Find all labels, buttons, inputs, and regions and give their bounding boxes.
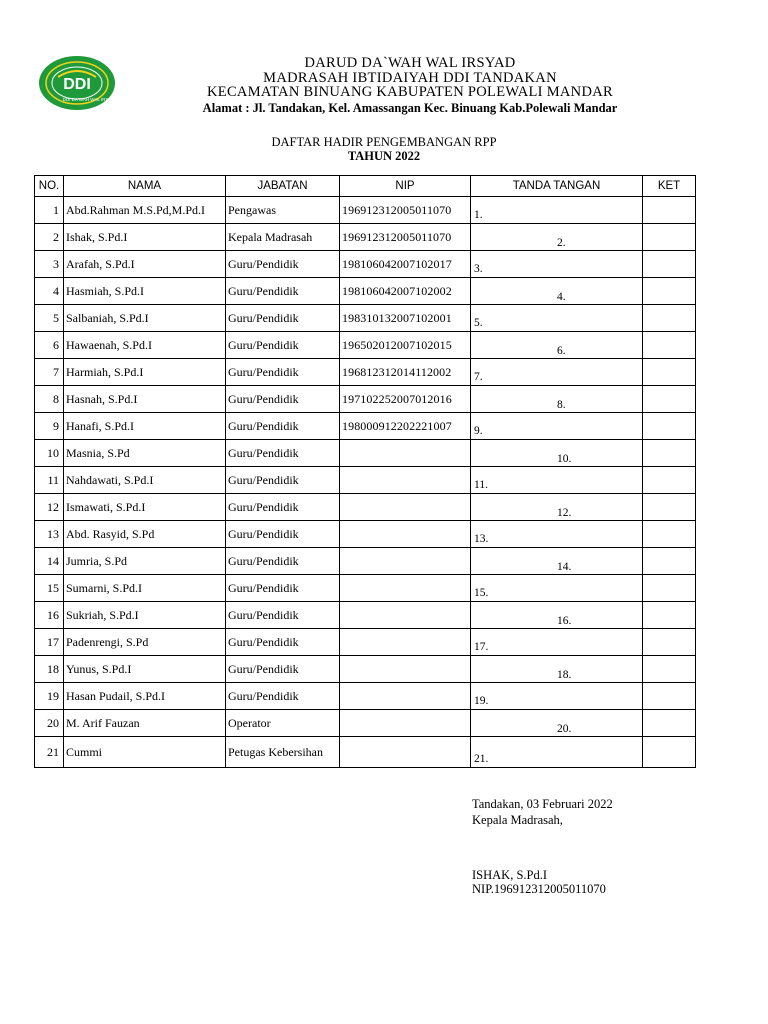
row-signature-cell <box>471 440 643 467</box>
table-row <box>35 440 696 467</box>
row-signature-number: 12. <box>557 507 572 519</box>
row-jabatan: Guru/Pendidik <box>226 332 340 359</box>
row-nama: Harmiah, S.Pd.I <box>64 359 226 386</box>
row-nip <box>340 737 471 768</box>
table-row <box>35 521 696 548</box>
row-ket <box>643 224 696 251</box>
table-row <box>35 710 696 737</box>
col-header-nama: NAMA <box>64 176 226 197</box>
col-header-jabatan: JABATAN <box>226 176 340 197</box>
row-ket <box>643 710 696 737</box>
row-no: 13 <box>35 521 64 548</box>
row-signature-number: 17. <box>474 641 489 653</box>
row-nama: Abd.Rahman M.S.Pd,M.Pd.I <box>64 197 226 224</box>
row-nip: 196912312005011070 <box>340 197 471 224</box>
row-signature-number: 7. <box>474 371 483 383</box>
table-row <box>35 359 696 386</box>
row-ket <box>643 440 696 467</box>
row-signature-number: 16. <box>557 615 572 627</box>
row-nip <box>340 602 471 629</box>
row-nip <box>340 629 471 656</box>
row-nama: Salbaniah, S.Pd.I <box>64 305 226 332</box>
school-address: Alamat : Jl. Tandakan, Kel. Amassangan Kec. Binuang Kab.Polewali Mandar <box>202 101 618 115</box>
row-nip <box>340 440 471 467</box>
row-jabatan: Guru/Pendidik <box>226 305 340 332</box>
table-row <box>35 305 696 332</box>
row-signature-number: 18. <box>557 669 572 681</box>
row-signature-number: 2. <box>557 237 566 249</box>
row-nip <box>340 683 471 710</box>
row-no: 1 <box>35 197 64 224</box>
row-ket <box>643 656 696 683</box>
row-signature-cell <box>471 332 643 359</box>
row-signature-number: 3. <box>474 263 483 275</box>
table-row <box>35 683 696 710</box>
row-jabatan: Guru/Pendidik <box>226 278 340 305</box>
row-signature-cell <box>471 737 643 768</box>
row-signature-number: 10. <box>557 453 572 465</box>
row-jabatan: Guru/Pendidik <box>226 575 340 602</box>
row-signature-number: 14. <box>557 561 572 573</box>
row-ket <box>643 602 696 629</box>
row-signature-number: 15. <box>474 587 489 599</box>
document-year: TAHUN 2022 <box>347 149 421 163</box>
row-jabatan: Guru/Pendidik <box>226 521 340 548</box>
table-row <box>35 737 696 768</box>
row-nip <box>340 548 471 575</box>
row-nip: 198106042007102002 <box>340 278 471 305</box>
row-signature-cell <box>471 521 643 548</box>
row-nama: Hawaenah, S.Pd.I <box>64 332 226 359</box>
row-no: 19 <box>35 683 64 710</box>
row-ket <box>643 521 696 548</box>
row-signature-cell <box>471 413 643 440</box>
row-nip: 198000912202221007 <box>340 413 471 440</box>
row-nama: M. Arif Fauzan <box>64 710 226 737</box>
row-signature-number: 13. <box>474 533 489 545</box>
signer-name: ISHAK, S.Pd.I <box>472 868 548 882</box>
row-nip <box>340 656 471 683</box>
table-row <box>35 413 696 440</box>
row-signature-number: 8. <box>557 399 566 411</box>
table-row <box>35 575 696 602</box>
row-signature-cell <box>471 305 643 332</box>
row-no: 11 <box>35 467 64 494</box>
row-nama: Hasmiah, S.Pd.I <box>64 278 226 305</box>
row-nip <box>340 575 471 602</box>
signer-role: Kepala Madrasah, <box>472 813 563 827</box>
logo-ring-text: DDI DA'WAH WAL IRSYAD <box>62 97 116 102</box>
row-jabatan: Kepala Madrasah <box>226 224 340 251</box>
row-jabatan: Guru/Pendidik <box>226 359 340 386</box>
row-nama: Sukriah, S.Pd.I <box>64 602 226 629</box>
row-nama: Hasnah, S.Pd.I <box>64 386 226 413</box>
row-ket <box>643 575 696 602</box>
row-ket <box>643 305 696 332</box>
row-signature-cell <box>471 683 643 710</box>
row-jabatan: Guru/Pendidik <box>226 413 340 440</box>
row-jabatan: Petugas Kebersihan <box>226 737 340 768</box>
row-signature-number: 11. <box>474 479 488 491</box>
col-header-tanda-tangan: TANDA TANGAN <box>471 176 643 197</box>
row-nip: 196912312005011070 <box>340 224 471 251</box>
row-no: 15 <box>35 575 64 602</box>
row-signature-cell <box>471 251 643 278</box>
row-signature-number: 9. <box>474 425 483 437</box>
row-signature-number: 1. <box>474 209 483 221</box>
row-nama: Padenrengi, S.Pd <box>64 629 226 656</box>
row-jabatan: Operator <box>226 710 340 737</box>
row-nama: Ismawati, S.Pd.I <box>64 494 226 521</box>
row-ket <box>643 197 696 224</box>
row-ket <box>643 467 696 494</box>
row-nip: 197102252007012016 <box>340 386 471 413</box>
col-header-ket: KET <box>643 176 696 197</box>
row-no: 3 <box>35 251 64 278</box>
row-jabatan: Guru/Pendidik <box>226 494 340 521</box>
row-no: 6 <box>35 332 64 359</box>
attendance-table <box>34 175 696 768</box>
col-header-no: NO. <box>35 176 64 197</box>
row-no: 7 <box>35 359 64 386</box>
table-row <box>35 494 696 521</box>
table-row <box>35 467 696 494</box>
row-ket <box>643 629 696 656</box>
row-no: 8 <box>35 386 64 413</box>
row-jabatan: Guru/Pendidik <box>226 656 340 683</box>
row-nama: Ishak, S.Pd.I <box>64 224 226 251</box>
row-nip: 196502012007102015 <box>340 332 471 359</box>
row-no: 10 <box>35 440 64 467</box>
row-nip <box>340 521 471 548</box>
row-nama: Arafah, S.Pd.I <box>64 251 226 278</box>
row-signature-number: 5. <box>474 317 483 329</box>
row-signature-number: 21. <box>474 753 489 765</box>
col-header-nip: NIP <box>340 176 471 197</box>
row-jabatan: Guru/Pendidik <box>226 386 340 413</box>
table-row <box>35 197 696 224</box>
row-signature-cell <box>471 629 643 656</box>
row-ket <box>643 413 696 440</box>
row-ket <box>643 737 696 768</box>
row-nama: Sumarni, S.Pd.I <box>64 575 226 602</box>
row-nama: Yunus, S.Pd.I <box>64 656 226 683</box>
table-row <box>35 386 696 413</box>
row-signature-cell <box>471 494 643 521</box>
row-signature-cell <box>471 278 643 305</box>
school-name: MADRASAH IBTIDAIYAH DDI TANDAKAN <box>263 70 557 86</box>
row-no: 2 <box>35 224 64 251</box>
row-signature-cell <box>471 359 643 386</box>
org-name: DARUD DA`WAH WAL IRSYAD <box>304 55 516 71</box>
row-signature-cell <box>471 224 643 251</box>
row-jabatan: Guru/Pendidik <box>226 683 340 710</box>
row-no: 21 <box>35 737 64 768</box>
table-row <box>35 332 696 359</box>
row-signature-cell <box>471 602 643 629</box>
table-row <box>35 548 696 575</box>
signing-place-date: Tandakan, 03 Februari 2022 <box>472 797 613 811</box>
row-no: 16 <box>35 602 64 629</box>
row-nama: Hanafi, S.Pd.I <box>64 413 226 440</box>
row-ket <box>643 494 696 521</box>
row-no: 5 <box>35 305 64 332</box>
row-jabatan: Guru/Pendidik <box>226 440 340 467</box>
row-signature-cell <box>471 575 643 602</box>
row-no: 4 <box>35 278 64 305</box>
row-nip: 198310132007102001 <box>340 305 471 332</box>
row-nama: Cummi <box>64 737 226 768</box>
school-logo <box>38 55 116 111</box>
row-ket <box>643 359 696 386</box>
row-nama: Jumria, S.Pd <box>64 548 226 575</box>
row-jabatan: Guru/Pendidik <box>226 467 340 494</box>
document-title: DAFTAR HADIR PENGEMBANGAN RPP <box>271 135 497 149</box>
row-no: 9 <box>35 413 64 440</box>
signer-nip: NIP.196912312005011070 <box>472 882 606 896</box>
row-signature-cell <box>471 467 643 494</box>
district-name: KECAMATAN BINUANG KABUPATEN POLEWALI MANDAR <box>207 84 613 100</box>
row-no: 20 <box>35 710 64 737</box>
table-row <box>35 224 696 251</box>
row-no: 12 <box>35 494 64 521</box>
row-signature-cell <box>471 710 643 737</box>
row-jabatan: Guru/Pendidik <box>226 548 340 575</box>
row-ket <box>643 386 696 413</box>
row-ket <box>643 278 696 305</box>
table-row <box>35 602 696 629</box>
row-no: 18 <box>35 656 64 683</box>
logo-text: DDI <box>63 76 91 93</box>
row-ket <box>643 251 696 278</box>
row-signature-cell <box>471 548 643 575</box>
row-nama: Abd. Rasyid, S.Pd <box>64 521 226 548</box>
table-header-row <box>35 176 696 197</box>
row-nip <box>340 710 471 737</box>
row-nip <box>340 467 471 494</box>
table-row <box>35 656 696 683</box>
row-signature-number: 20. <box>557 723 572 735</box>
row-nama: Hasan Pudail, S.Pd.I <box>64 683 226 710</box>
table-row <box>35 251 696 278</box>
row-nip: 198106042007102017 <box>340 251 471 278</box>
row-ket <box>643 683 696 710</box>
row-ket <box>643 332 696 359</box>
row-ket <box>643 548 696 575</box>
row-signature-number: 4. <box>557 291 566 303</box>
row-signature-number: 19. <box>474 695 489 707</box>
row-nip: 196812312014112002 <box>340 359 471 386</box>
row-jabatan: Guru/Pendidik <box>226 602 340 629</box>
row-signature-number: 6. <box>557 345 566 357</box>
row-signature-cell <box>471 386 643 413</box>
table-row <box>35 629 696 656</box>
row-jabatan: Pengawas <box>226 197 340 224</box>
row-no: 14 <box>35 548 64 575</box>
row-signature-cell <box>471 656 643 683</box>
row-nama: Nahdawati, S.Pd.I <box>64 467 226 494</box>
row-nip <box>340 494 471 521</box>
row-jabatan: Guru/Pendidik <box>226 251 340 278</box>
row-signature-cell <box>471 197 643 224</box>
row-nama: Masnia, S.Pd <box>64 440 226 467</box>
table-row <box>35 278 696 305</box>
row-jabatan: Guru/Pendidik <box>226 629 340 656</box>
row-no: 17 <box>35 629 64 656</box>
